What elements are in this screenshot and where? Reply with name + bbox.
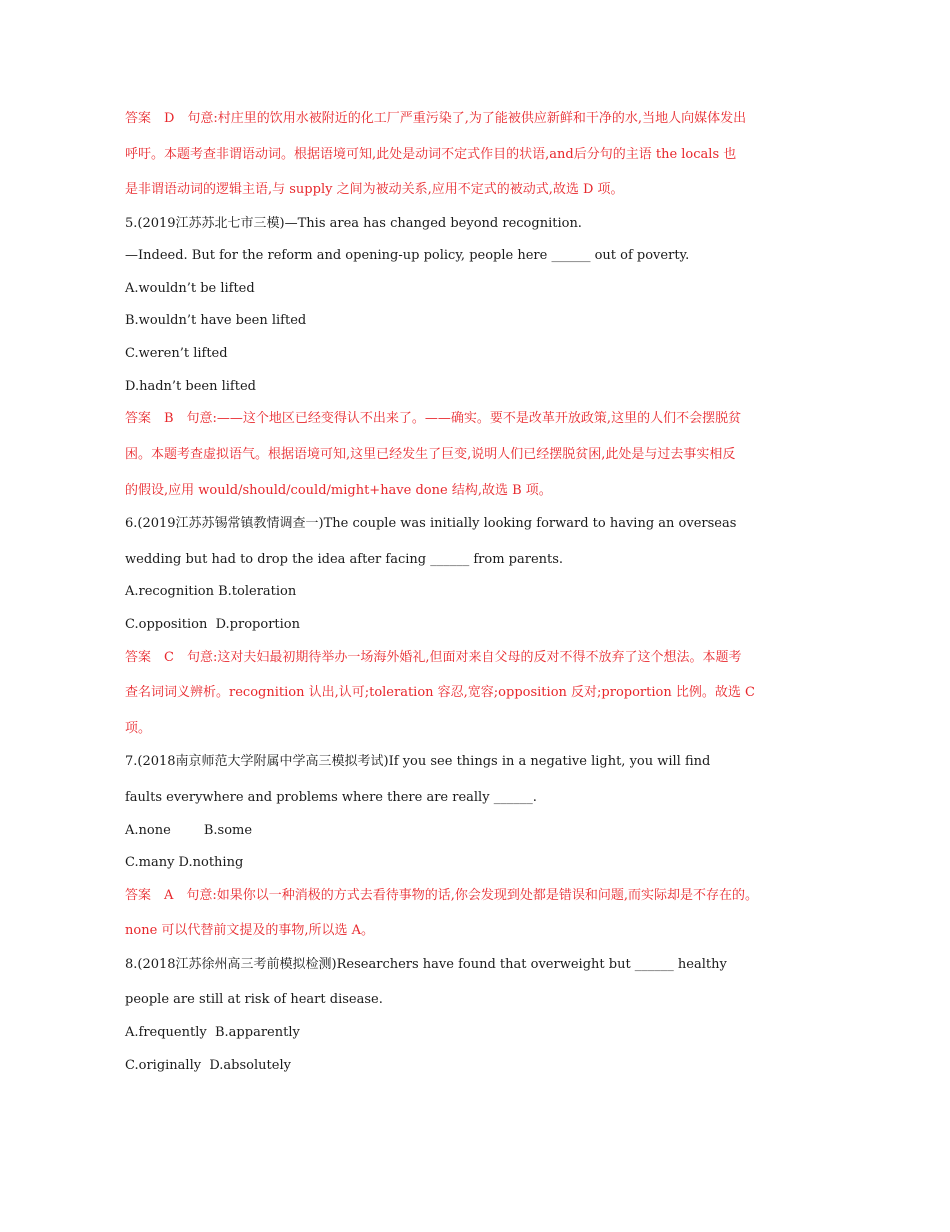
question-5-option-b: B.wouldn’t have been lifted xyxy=(125,313,307,328)
question-5-option-c: C.weren’t lifted xyxy=(125,346,228,361)
question-5-option-d: D.hadn’t been lifted xyxy=(125,379,256,394)
question-6-options-ab: A.recognition B.toleration xyxy=(125,584,297,599)
question-7-stem-line-1: 7.(2018南京师范大学附属中学高三模拟考试)If you see things in a negative light, you will find xyxy=(125,754,711,769)
answer-5-line-2: 困。本题考查虚拟语气。根据语境可知,这里已经发生了巨变,说明人们已经摆脱贫困,此处是与过去事实相反 xyxy=(125,447,736,462)
question-5-option-a: A.wouldn’t be lifted xyxy=(125,281,255,296)
answer-6-line-2: 查名词词义辨析。recognition 认出,认可;toleration 容忍,宽容;opposition 反对;proportion 比例。故选 C xyxy=(125,685,755,700)
question-7-options-cd: C.many D.nothing xyxy=(125,855,244,870)
question-8-options-ab: A.frequently B.apparently xyxy=(125,1025,300,1040)
question-7-stem-line-2: faults everywhere and problems where there are really ______. xyxy=(125,790,537,805)
answer-5-line-3: 的假设,应用 would/should/could/might+have done 结构,故选 B 项。 xyxy=(125,483,552,498)
question-6-stem-line-1: 6.(2019江苏苏锡常镇教情调查一)The couple was initially looking forward to having an overseas xyxy=(125,516,737,531)
question-6-options-cd: C.opposition D.proportion xyxy=(125,617,300,632)
answer-4-line-2: 呼吁。本题考查非谓语动词。根据语境可知,此处是动词不定式作目的状语,and后分句的主语 the locals 也 xyxy=(125,147,737,162)
answer-6-line-1: 答案 C 句意:这对夫妇最初期待举办一场海外婚礼,但面对来自父母的反对不得不放弃了这个想法。本题考 xyxy=(125,650,742,665)
answer-4-line-1: 答案 D 句意:村庄里的饮用水被附近的化工厂严重污染了,为了能被供应新鲜和干净的水,当地人向媒体发出 xyxy=(125,111,747,126)
question-5-stem-line-1: 5.(2019江苏苏北七市三模)—This area has changed beyond recognition. xyxy=(125,216,582,231)
answer-4-line-3: 是非谓语动词的逻辑主语,与 supply 之间为被动关系,应用不定式的被动式,故选 D 项。 xyxy=(125,182,624,197)
question-6-stem-line-2: wedding but had to drop the idea after facing ______ from parents. xyxy=(125,552,564,567)
answer-7-line-1: 答案 A 句意:如果你以一种消极的方式去看待事物的话,你会发现到处都是错误和问题,而实际却是不存在的。 xyxy=(125,888,759,903)
question-7-options-ab: A.none B.some xyxy=(125,823,253,838)
question-8-stem-line-2: people are still at risk of heart disease. xyxy=(125,992,383,1007)
question-8-stem-line-1: 8.(2018江苏徐州高三考前模拟检测)Researchers have found that overweight but ______ healthy xyxy=(125,957,727,972)
question-5-stem-line-2: —Indeed. But for the reform and opening-up policy, people here ______ out of poverty. xyxy=(125,248,690,263)
answer-7-line-2: none 可以代替前文提及的事物,所以选 A。 xyxy=(125,923,375,938)
question-8-options-cd: C.originally D.absolutely xyxy=(125,1058,291,1073)
answer-5-line-1: 答案 B 句意:——这个地区已经变得认不出来了。——确实。要不是改革开放政策,这里的人们不会摆脱贫 xyxy=(125,411,742,426)
answer-6-line-3: 项。 xyxy=(125,721,152,736)
